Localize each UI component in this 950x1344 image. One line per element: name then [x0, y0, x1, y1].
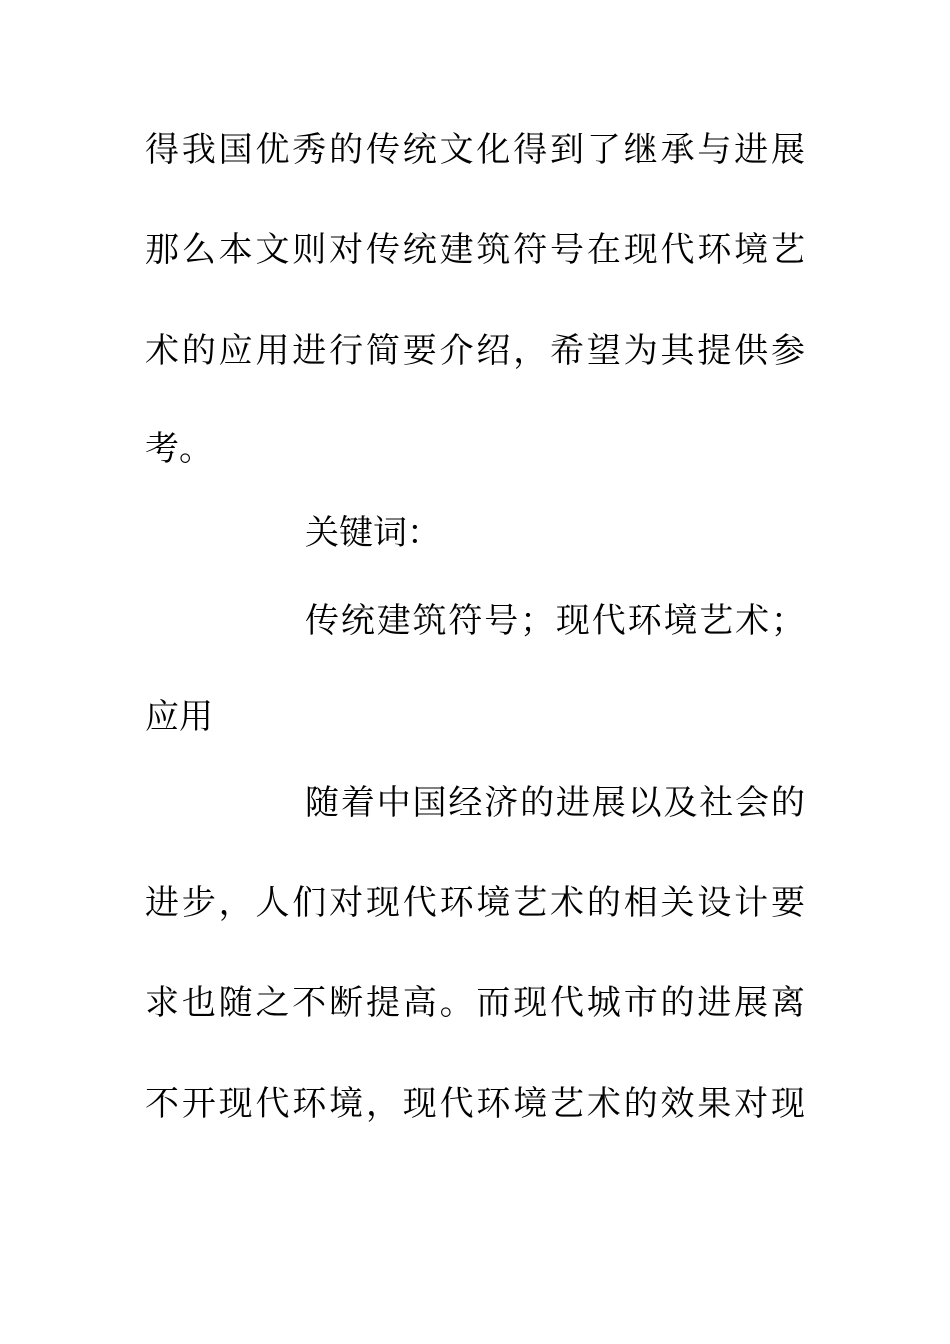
paragraph-2-line-2: 进步，人们对现代环境艺术的相关设计要 [145, 883, 805, 923]
paragraph-1-line-1: 得我国优秀的传统文化得到了继承与进展 [145, 130, 805, 170]
keywords-line-2: 应用 [145, 697, 213, 737]
keywords-line-1: 传统建筑符号；现代环境艺术； [305, 601, 805, 641]
keywords-label: 关键词： [305, 513, 441, 553]
paragraph-1-line-4: 考。 [145, 429, 213, 469]
paragraph-1-line-3: 术的应用进行简要介绍，希望为其提供参 [145, 331, 805, 371]
paragraph-2-line-4: 不开现代环境，现代环境艺术的效果对现 [145, 1084, 805, 1124]
paragraph-2-line-1: 随着中国经济的进展以及社会的 [305, 783, 805, 823]
paragraph-1-line-2: 那么本文则对传统建筑符号在现代环境艺 [145, 230, 805, 270]
paragraph-2-line-3: 求也随之不断提高。而现代城市的进展离 [145, 983, 805, 1023]
